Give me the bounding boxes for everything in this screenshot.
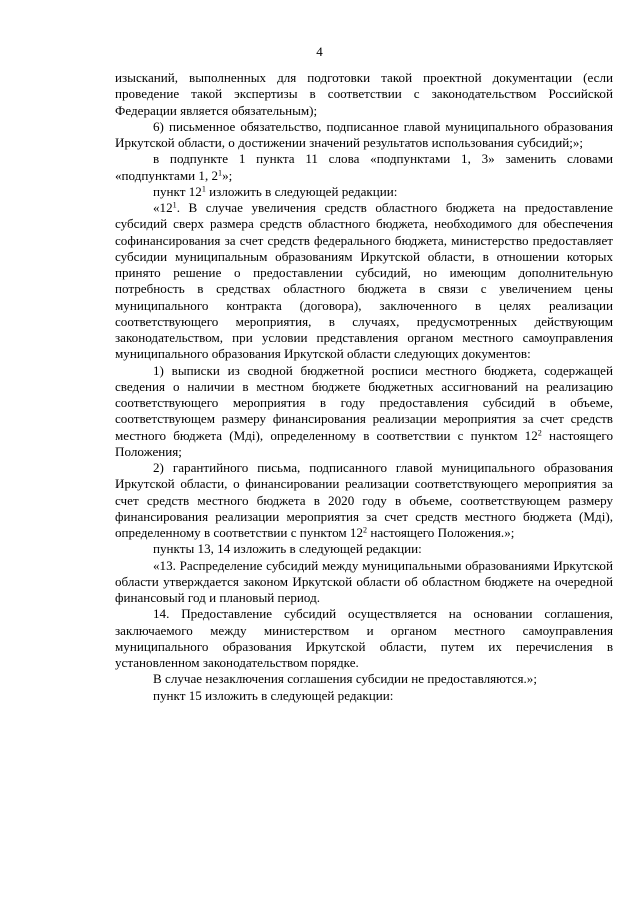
paragraph-continuation: изысканий, выполненных для подготовки такой проектной документации (если проведение такой экспертизы в соответствии с законодательством Российской Федерации является обязательным); (115, 70, 613, 118)
paragraph-point-13: «13. Распределение субсидий между муниципальными образованиями Иркутской области утверждается законом Иркутской области об областном бюджете на очередной финансовый год и плановый период. (115, 557, 613, 605)
paragraph-amend-point-12-1: пункт $12^1$ изложить в следующей редакции: (153, 183, 398, 199)
paragraph-item-6: 6) письменное обязательство, подписанное главой муниципального образования Иркутской области, о достижении значений результатов использования субсидий;»; (115, 118, 613, 150)
paragraph-subitem-2: 2) гарантийного письма, подписанного главой муниципального образования Иркутской области, о финансировании реализации соответствующего мероприятия за счет средств местного бюджета в 2020 году в объеме, соответствующем размеру финансирования реализации мероприятия за счет средств местного бюджета (Мдi), определенному в соответствии с пунктом $12^2$ настоящего Положения.»; (115, 460, 613, 540)
paragraph-point-12-1-text: «$12^1$. В случае увеличения средств областного бюджета на предоставление субсидий сверх размера средств областного бюджета, необходимого для обеспечения софинансирования за счет средств федерального бюджета, министерство предоставляет субсидии муниципальным образованиям Иркутской области, в отношении которых принято решение о предоставлении субсидий, но имеющим дополнительную потребность в средствах областного бюджета в связи с увеличением цены муниципального контракта (договора), заключенного в целях реализации соответствующего мероприятия, в случаях, предусмотренных действующим законодательством, при условии представления органом местного самоуправления муниципального образования Иркутской области следующих документов: (115, 200, 613, 362)
paragraph-amend-points-13-14: пункты 13, 14 изложить в следующей редакции: (153, 541, 422, 557)
paragraph-amend-point-15: пункт 15 изложить в следующей редакции: (153, 687, 394, 703)
paragraph-point-14: 14. Предоставление субсидий осуществляется на основании соглашения, заключаемого между министерством и органом местного самоуправления муниципального образования Иркутской области, путем их перечисления в установленном законодательством порядке. (115, 606, 613, 670)
paragraph-subitem-1: 1) выписки из сводной бюджетной росписи местного бюджета, содержащей сведения о наличии в местном бюджете бюджетных ассигнований на реализацию соответствующего мероприятия в году предоставления субсидий в объеме, соответствующем размеру финансирования реализации мероприятия за счет средств местного бюджета (Мдi), определенному в соответствии с пунктом $12^2$ настоящего Положения; (115, 362, 613, 459)
paragraph-no-agreement: В случае незаключения соглашения субсидии не предоставляются.»; (153, 671, 537, 687)
paragraph-amend-point-11: в подпункте 1 пункта 11 слова «подпунктами 1, 3» заменить словами «подпунктами 1, $2^1$»; (115, 151, 613, 183)
document-body (115, 70, 613, 704)
page-number: 4 (316, 44, 323, 59)
